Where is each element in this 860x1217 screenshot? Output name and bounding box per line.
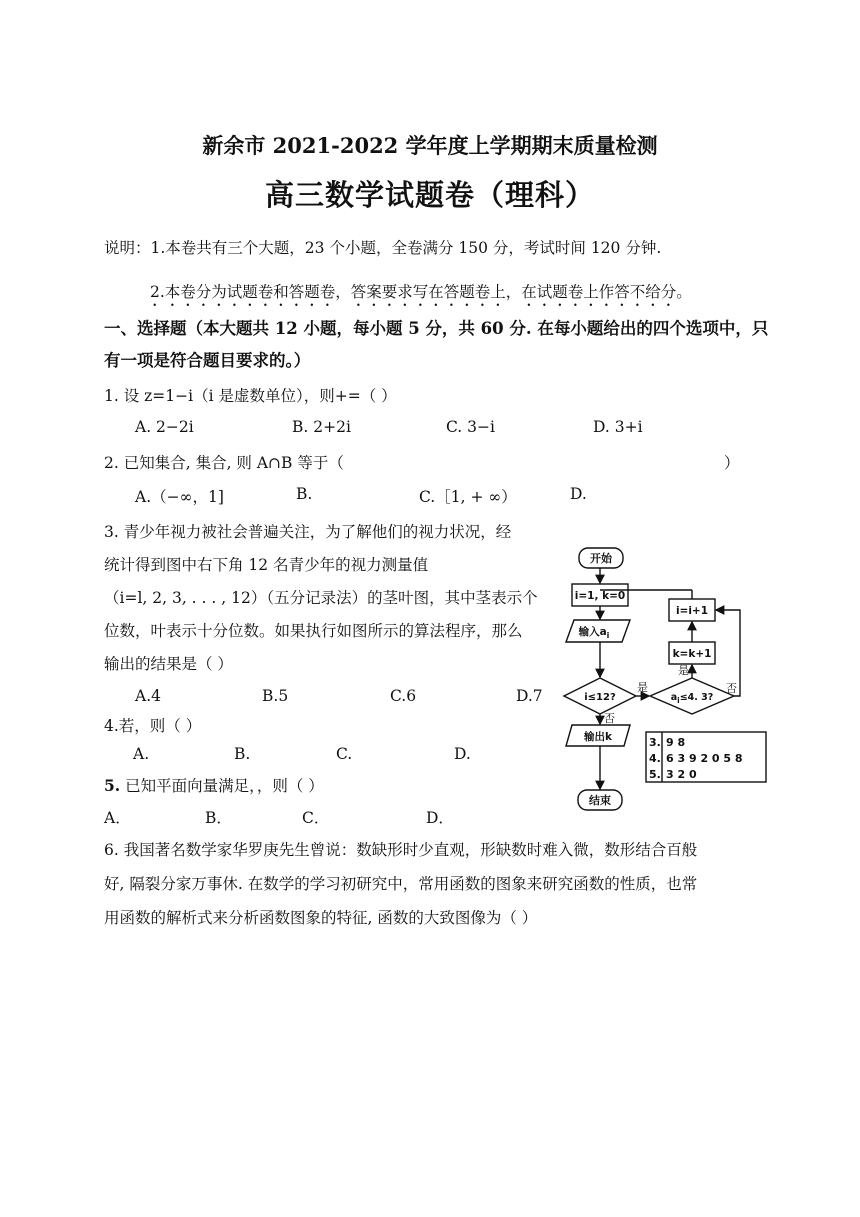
- q1-option-b: B. 2+2i: [292, 418, 351, 436]
- q6-line1: 6. 我国著名数学家华罗庚先生曾说：数缺形时少直观，形缺数时难入微，数形结合百般: [104, 841, 698, 859]
- q5-option-b: B．: [205, 809, 232, 827]
- q3-option-c: C.6: [390, 687, 417, 705]
- flow-init-label: i=1, k=0: [574, 590, 626, 602]
- flow-start-label: 开始: [590, 552, 612, 565]
- q5-number: 5.: [104, 776, 121, 795]
- notes-line1: [104, 236, 661, 258]
- leaf-row-3: 3 2 0: [666, 768, 697, 781]
- leaf-row-2: 6 3 9 2 0 5 8: [666, 752, 743, 765]
- notes-text-1: 1.本卷共有三个大题，23 个小题，全卷满分 150 分，考试时间 120 分钟.: [150, 239, 662, 257]
- q5-option-d: D．: [426, 809, 454, 827]
- flow-cond1-label: i≤12?: [584, 692, 616, 703]
- q5-option-a: A．: [104, 809, 131, 827]
- q3-line4: 位数，叶表示十分位数。如果执行如图所示的算法程序，那么: [104, 622, 523, 640]
- q1-option-d: D. 3+i: [593, 418, 643, 436]
- q1-option-a: A. 2−2i: [135, 418, 194, 436]
- q3-line5: 输出的结果是（ ）: [104, 655, 233, 673]
- q3-line2: 统计得到图中右下角 12 名青少年的视力测量值: [104, 556, 429, 574]
- section1-heading-2: 有一项是符合题目要求的。）: [104, 351, 311, 370]
- q1-stem: 1. 设 z=1−i（i 是虚数单位），则+=（ ）: [104, 387, 397, 405]
- q4-option-b: B.: [234, 745, 251, 763]
- q2-option-a: A.（−∞，1]: [135, 488, 224, 506]
- q2-stem: 2. 已知集合, 集合, 则 A∩B 等于（: [104, 454, 344, 472]
- exam-header-title: 新余市 2021-2022 学年度上学期期末质量检测: [202, 133, 658, 158]
- q2-close-paren: ）: [724, 454, 740, 472]
- flow-no-label-1: 否: [726, 682, 737, 695]
- stem-row-1: 3.: [649, 736, 661, 749]
- q5-option-c: C．: [302, 809, 330, 827]
- flow-yes-label-1: 是: [637, 681, 648, 694]
- q2-option-d: D.: [570, 485, 587, 503]
- q4-stem: 4.若，则（ ）: [104, 717, 202, 735]
- q4-option-d: D.: [454, 745, 471, 763]
- q4-option-c: C.: [336, 745, 353, 763]
- section1-heading-1: 一、选择题（本大题共 12 小题，每小题 5 分，共 60 分. 在每小题给出的四个选项中，只: [104, 319, 769, 338]
- flow-input-text: 输入a: [578, 626, 607, 638]
- q2-option-c: C.［1, + ∞）: [419, 488, 517, 506]
- q5-line: [104, 774, 324, 796]
- q3-option-a: A.4: [135, 687, 161, 705]
- flow-cond2-sub: i: [677, 696, 680, 705]
- q6-line3: 用函数的解析式来分析函数图象的特征, 函数的大致图像为（ ）: [104, 909, 538, 927]
- flow-input-sub: i: [606, 631, 610, 640]
- flow-yes-label-2: 是: [678, 664, 689, 677]
- q3-line1: 3. 青少年视力被社会普遍关注，为了解他们的视力状况，经: [104, 523, 512, 541]
- notes-label: 说明：: [104, 239, 151, 257]
- flow-inc-k-label: k=k+1: [672, 648, 712, 660]
- flow-input-label: [578, 625, 610, 640]
- q4-option-a: A.: [133, 745, 150, 763]
- flow-end-label: 结束: [589, 794, 611, 807]
- exam-subtitle: 高三数学试题卷（理科）: [264, 178, 595, 212]
- q2-option-b: B.: [296, 485, 313, 503]
- stem-row-3: 5.: [649, 768, 661, 781]
- stem-row-2: 4.: [649, 752, 661, 765]
- flow-cond2-rest: ≤4. 3?: [679, 692, 714, 703]
- flow-no-label-2: 否: [604, 712, 615, 725]
- flowchart-figure: [558, 544, 770, 814]
- flow-cond2-a: a: [670, 692, 678, 703]
- flow-cond2-label: [671, 692, 714, 705]
- leaf-row-1: 9 8: [666, 736, 686, 749]
- q3-option-d: D.7: [516, 687, 543, 705]
- q3-line3: （i=l, 2, 3, . . . , 12）（五分记录法）的茎叶图，其中茎表示个: [104, 589, 538, 607]
- notes-line2: 2.本卷分为试题卷和答题卷，答案要求写在答题卷上，在试题卷上作答不给分。: [150, 283, 692, 301]
- flow-output-label: 输出k: [584, 731, 612, 743]
- q1-option-c: C. 3−i: [446, 418, 495, 436]
- q3-option-b: B.5: [262, 687, 289, 705]
- q6-line2: 好, 隔裂分家万事休. 在数学的学习初研究中，常用函数的图象来研究函数的性质，也常: [104, 875, 698, 893]
- flow-inc-i-label: i=i+1: [675, 605, 709, 617]
- q5-stem: 已知平面向量满足，，则（ ）: [120, 777, 324, 795]
